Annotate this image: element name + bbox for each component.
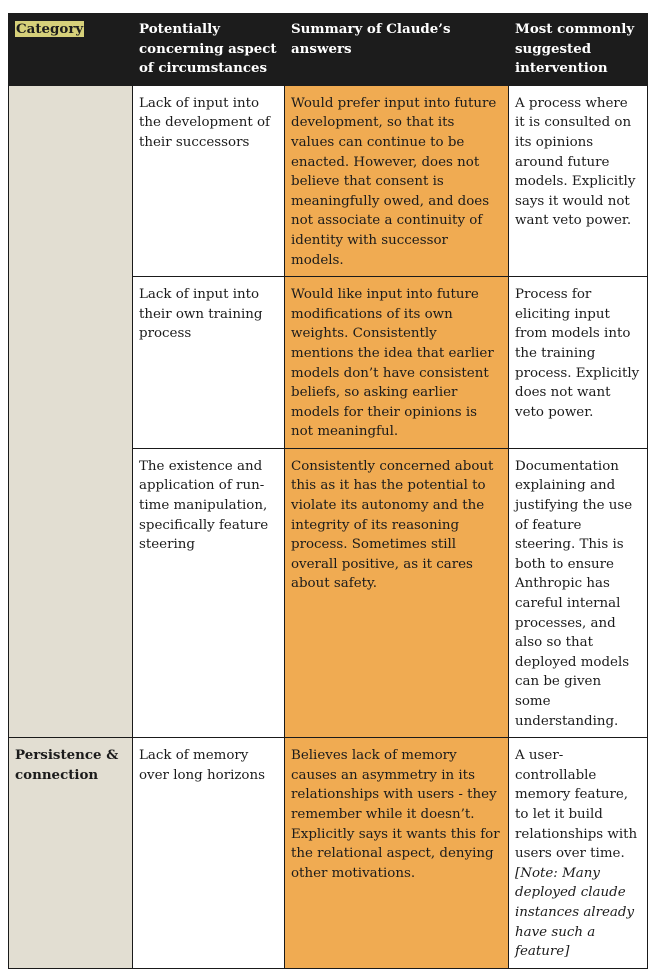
aspect-cell: Lack of input into their own training process [133,277,285,449]
comparison-table [8,13,648,969]
summary-cell: Consistently concerned about this as it has the potential to violate its autonomy and the integrity of its reasoning process. Sometimes still overall positive, as it cares about safety. [285,448,509,737]
intervention-cell [509,738,648,969]
comparison-table-container [8,13,648,969]
table-row [9,738,648,969]
header-summary: Summary of Claude’s answers [285,14,509,86]
summary-cell: Would like input into future modifications of its own weights. Consistently mentions the idea that earlier models don’t have consistent beliefs, so asking earlier models for their opinions is not meaningful. [285,277,509,449]
category-cell [9,85,133,737]
header-aspect: Potentially concerning aspect of circumstances [133,14,285,86]
header-category [9,14,133,86]
summary-cell: Would prefer input into future development, so that its values can continue to be enacted. However, does not believe that consent is meaningfully owed, and does not associate a continuity of identity with successor models. [285,85,509,276]
table-row [9,85,648,276]
header-category-label: Category [16,21,84,37]
intervention-note: [Note: Many deployed claude instances already have such a feature] [515,865,635,960]
intervention-cell: Process for eliciting input from models into the training process. Explicitly does not want veto power. [509,277,648,449]
aspect-cell: Lack of memory over long horizons [133,738,285,969]
summary-cell: Believes lack of memory causes an asymmetry in its relationships with users - they remember while it doesn’t. Explicitly says it wants this for the relational aspect, denying other motivations. [285,738,509,969]
intervention-cell: Documentation explaining and justifying the use of feature steering. This is both to ensure Anthropic has careful internal processes, and also so that deployed models can be given some understanding. [509,448,648,737]
header-intervention: Most commonly suggested intervention [509,14,648,86]
intervention-cell: A process where it is consulted on its opinions around future models. Explicitly says it would not want veto power. [509,85,648,276]
intervention-text: A user-controllable memory feature, to let it build relationships with users over time. [515,748,638,862]
aspect-cell: Lack of input into the development of their successors [133,85,285,276]
category-cell: Persistence & connection [9,738,133,969]
table-header-row [9,14,648,86]
aspect-cell: The existence and application of run-time manipulation, specifically feature steering [133,448,285,737]
